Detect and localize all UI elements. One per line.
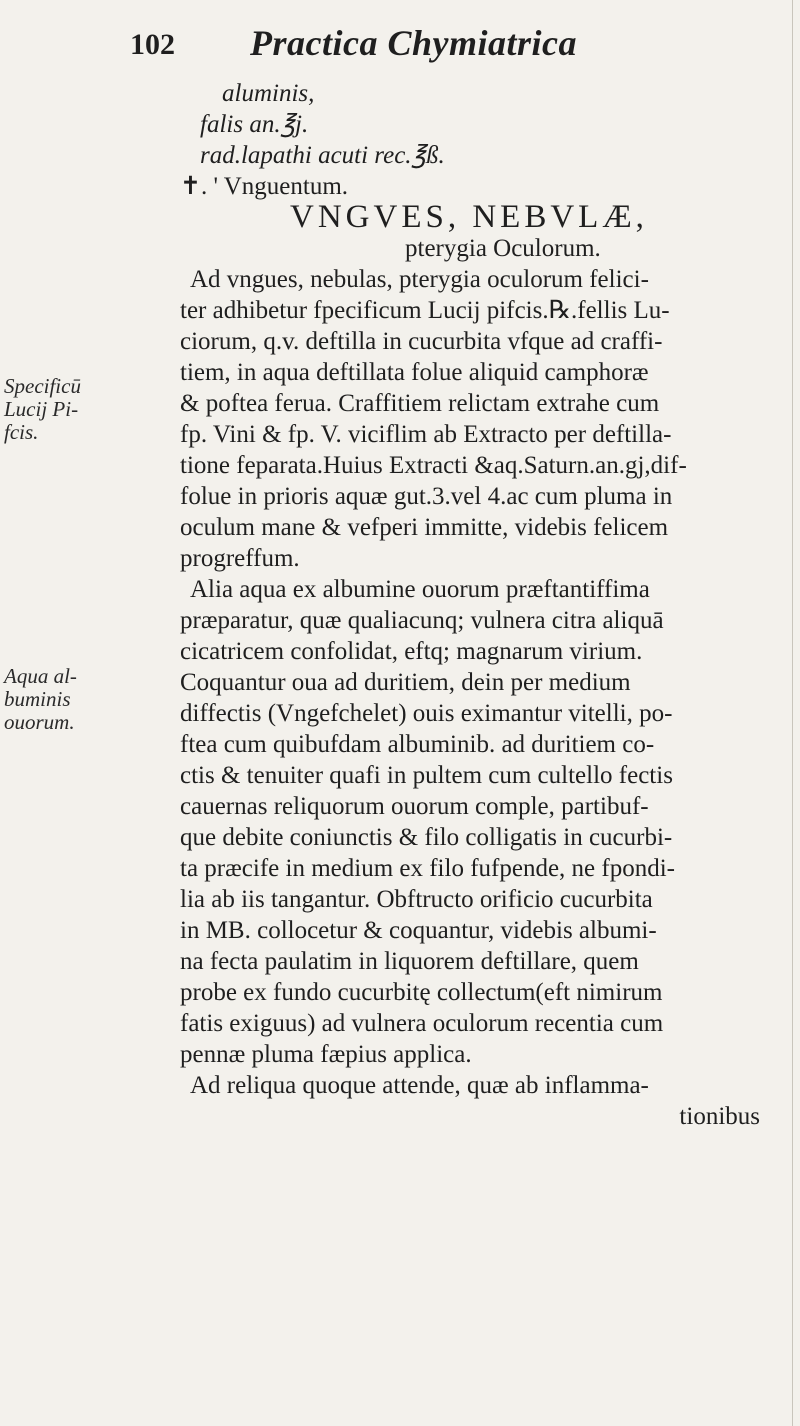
margin-note-aqua-albuminis	[4, 665, 154, 734]
catchword: tionibus	[679, 1103, 760, 1130]
page-number: 102	[130, 28, 175, 61]
text-line: ciorum, q.v. deftilla in cucurbita vfque ad craffi-	[180, 328, 663, 355]
text-line: folue in prioris aquæ gut.3.vel 4.ac cum pluma in	[180, 483, 673, 510]
text-line: in MB. collocetur & coquantur, videbis albumi-	[180, 917, 657, 944]
running-head: Practica Chymiatrica	[250, 23, 577, 63]
page-edge-line	[792, 0, 793, 1426]
text-line: diffectis (Vngefchelet) ouis eximantur vitelli, po-	[180, 700, 673, 727]
margin-note-line: Aqua al-	[4, 664, 77, 688]
margin-note-line: buminis	[4, 687, 71, 711]
text-line: que debite coniunctis & filo colligatis in cucurbi-	[180, 824, 673, 851]
text-line: cauernas reliquorum ouorum comple, partibuf-	[180, 793, 649, 820]
text-line: ctis & tenuiter quafi in pultem cum cultello fectis	[180, 762, 673, 789]
recipe-line: aluminis,	[222, 80, 315, 107]
text-line: fatis exiguus) ad vulnera oculorum recentia cum	[180, 1010, 664, 1037]
text-line: ta præcife in medium ex filo fufpende, ne fpondi-	[180, 855, 675, 882]
text-line: tiem, in aqua deftillata folue aliquid camphoræ	[180, 359, 649, 386]
text-line: progreffum.	[180, 545, 300, 572]
text-line: cicatricem confolidat, eftq; magnarum virium.	[180, 638, 643, 665]
text-line: Coquantur oua ad duritiem, dein per medium	[180, 669, 631, 696]
section-subheading: pterygia Oculorum.	[405, 235, 601, 262]
recipe-line: falis an.℥j.	[200, 111, 309, 138]
recipe-line: rad.lapathi acuti rec.℥ß.	[200, 142, 445, 169]
text-line: oculum mane & vefperi immitte, videbis felicem	[180, 514, 669, 541]
text-line: ter adhibetur fpecificum Lucij pifcis.℞.fellis Lu-	[180, 297, 670, 324]
margin-note-line: Specificū	[4, 374, 81, 398]
text-line: ftea cum quibufdam albuminib. ad duritiem co-	[180, 731, 655, 758]
text-line: probe ex fundo cucurbitę collectum(eft nimirum	[180, 979, 663, 1006]
recipe-line: ✝. ' Vnguentum.	[180, 173, 349, 200]
margin-note-line: fcis.	[4, 420, 39, 444]
margin-note-line: Lucij Pi-	[4, 397, 79, 421]
text-line: Alia aqua ex albumine ouorum præftantiffima	[190, 576, 650, 603]
margin-note-specificum	[4, 375, 154, 444]
main-text	[180, 78, 780, 1132]
text-line: & poftea ferua. Craffitiem relictam extrahe cum	[180, 390, 660, 417]
text-line: lia ab iis tangantur. Obftructo orificio cucurbita	[180, 886, 653, 913]
section-heading: VNGVES, NEBVLÆ,	[290, 202, 648, 233]
text-line: Ad reliqua quoque attende, quæ ab inflamma-	[190, 1072, 649, 1099]
text-line: præparatur, quæ qualiacunq; vulnera citra aliquā	[180, 607, 664, 634]
text-line: pennæ pluma fæpius applica.	[180, 1041, 472, 1068]
text-line: tione feparata.Huius Extracti &aq.Saturn.an.gj,dif-	[180, 452, 687, 479]
text-line: Ad vngues, nebulas, pterygia oculorum felici-	[190, 266, 649, 293]
text-line: fp. Vini & fp. V. viciflim ab Extracto per deftilla-	[180, 421, 672, 448]
margin-note-line: ouorum.	[4, 710, 75, 734]
page-header	[130, 12, 740, 68]
text-line: na fecta paulatim in liquorem deftillare, quem	[180, 948, 639, 975]
